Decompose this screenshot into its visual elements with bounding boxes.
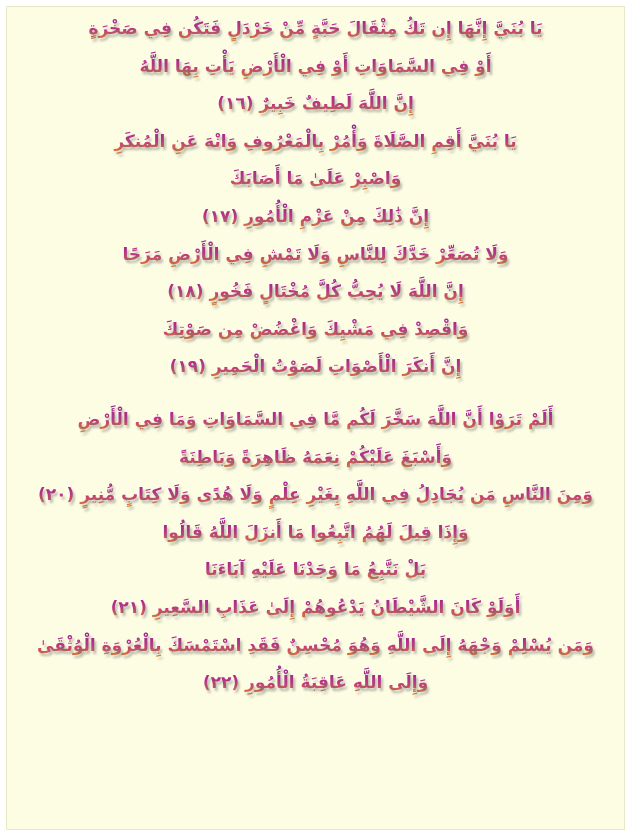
verse-line: وَإِذَا قِيلَ لَهُمُ اتَّبِعُوا مَا أَنزَلَ اللَّهُ قَالُوا xyxy=(7,515,624,553)
verse-line: وَلَا تُصَعِّرْ خَدَّكَ لِلنَّاسِ وَلَا تَمْشِ فِي الْأَرْضِ مَرَحًا xyxy=(7,237,624,275)
verse-line: وَمَن يُسْلِمْ وَجْهَهُ إِلَى اللَّهِ وَهُوَ مُحْسِنٌ فَقَدِ اسْتَمْسَكَ بِالْعُرْوَةِ الْوُثْقَىٰ xyxy=(7,628,624,666)
verse-line: أَوَلَوْ كَانَ الشَّيْطَانُ يَدْعُوهُمْ إِلَىٰ عَذَابِ السَّعِيرِ (٢١) xyxy=(7,590,624,628)
verse-line: وَمِنَ النَّاسِ مَن يُجَادِلُ فِي اللَّهِ بِغَيْرِ عِلْمٍ وَلَا هُدًى وَلَا كِتَابٍ مُّنِيرٍ (٢٠) xyxy=(7,477,624,515)
verse-line: إِنَّ اللَّهَ لَطِيفٌ خَبِيرٌ (١٦) xyxy=(7,86,624,124)
verse-line: يَا بُنَيَّ أَقِمِ الصَّلَاةَ وَأْمُرْ بِالْمَعْرُوفِ وَانْهَ عَنِ الْمُنكَرِ xyxy=(7,124,624,162)
document-page xyxy=(6,6,625,830)
verse-line: وَإِلَى اللَّهِ عَاقِبَةُ الْأُمُورِ (٢٢) xyxy=(7,665,624,703)
verse-line: وَأَسْبَغَ عَلَيْكُمْ نِعَمَهُ ظَاهِرَةً وَبَاطِنَةً xyxy=(7,440,624,478)
verse-line: وَاقْصِدْ فِي مَشْيِكَ وَاغْضُضْ مِن صَوْتِكَ xyxy=(7,312,624,350)
verse-line: بَلْ نَتَّبِعُ مَا وَجَدْنَا عَلَيْهِ آبَاءَنَا xyxy=(7,552,624,590)
verse-line: وَاصْبِرْ عَلَىٰ مَا أَصَابَكَ xyxy=(7,161,624,199)
verse-list xyxy=(7,11,624,703)
verse-line: إِنَّ ذَٰلِكَ مِنْ عَزْمِ الْأُمُورِ (١٧) xyxy=(7,199,624,237)
verse-line: إِنَّ أَنكَرَ الْأَصْوَاتِ لَصَوْتُ الْحَمِيرِ (١٩) xyxy=(7,349,624,387)
verse-line: إِنَّ اللَّهَ لَا يُحِبُّ كُلَّ مُخْتَالٍ فَخُورٍ (١٨) xyxy=(7,274,624,312)
verse-line: أَلَمْ تَرَوْا أَنَّ اللَّهَ سَخَّرَ لَكُم مَّا فِي السَّمَاوَاتِ وَمَا فِي الْأَرْضِ xyxy=(7,402,624,440)
verse-line: يَا بُنَيَّ إِنَّهَا إِن تَكُ مِثْقَالَ حَبَّةٍ مِّنْ خَرْدَلٍ فَتَكُن فِي صَخْرَةٍ xyxy=(7,11,624,49)
verse-line: أَوْ فِي السَّمَاوَاتِ أَوْ فِي الْأَرْضِ يَأْتِ بِهَا اللَّهُ xyxy=(7,49,624,87)
